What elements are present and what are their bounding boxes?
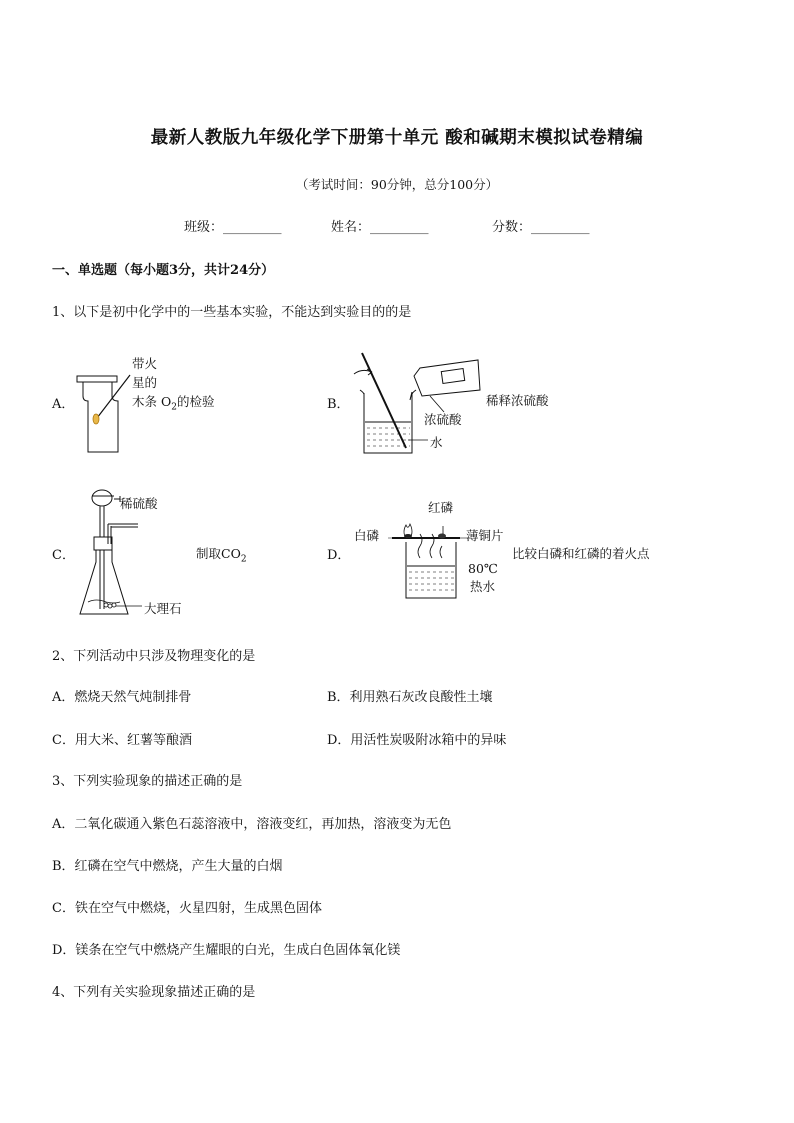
q1a-label-2: 星的 (132, 375, 158, 390)
q1a-label-3: 木条 $O_2$的检验 (132, 394, 215, 413)
q1d-red-phosphorus-label: 红磷 (428, 500, 454, 515)
red-phosphorus (438, 534, 446, 539)
marble-chips (104, 603, 116, 608)
q1-option-c-letter: C． (52, 548, 75, 563)
q1d-caption: 比较白磷和红磷的着火点 (512, 546, 650, 561)
q1b-water-label: 水 (430, 435, 443, 450)
question-4-stem: 4、下列有关实验现象描述正确的是 (52, 985, 256, 1000)
q1d-temp-label: 80℃ (468, 561, 498, 576)
exam-info: （考试时间：90分钟，总分100分） (295, 177, 499, 192)
hot-water-hatching (409, 572, 454, 590)
stopper (77, 376, 117, 382)
q3-option-a: A．二氧化碳通入紫色石蕊溶液中，溶液变红，再加热，溶液变为无色 (52, 817, 452, 832)
delivery-tube (108, 524, 138, 527)
q1d-white-phosphorus-label: 白磷 (354, 528, 380, 543)
q1c-caption: 制取$CO_2$ (196, 546, 247, 565)
beaker (406, 542, 456, 598)
section-heading: 一、单选题（每小题3分，共计24分） (52, 263, 275, 278)
rubber-stopper (94, 537, 112, 550)
question-1-stem: 1、以下是初中化学中的一些基本实验，不能达到实验目的的是 (52, 305, 412, 320)
separatory-funnel (92, 490, 112, 506)
q1-option-a-letter: A． (52, 397, 75, 412)
oxygen-test-diagram (74, 352, 134, 456)
q1-option-b-letter: B． (327, 397, 350, 412)
q1a-label-1: 带火 (132, 356, 158, 371)
score-field: 分数：_________ (492, 220, 590, 235)
q2-option-a: A．燃烧天然气炖制排骨 (52, 690, 192, 705)
q1d-hot-water-label: 热水 (470, 579, 496, 594)
q1c-funnel-label: 稀硫酸 (120, 496, 158, 511)
dilution-diagram (350, 348, 485, 458)
class-field: 班级：_________ (184, 220, 282, 235)
q3-option-d: D．镁条在空气中燃烧产生耀眼的白光，生成白色固体氧化镁 (52, 943, 401, 958)
q1b-caption: 稀释浓硫酸 (486, 393, 549, 408)
q2-option-d: D．用活性炭吸附冰箱中的异味 (327, 733, 507, 748)
question-3-stem: 3、下列实验现象的描述正确的是 (52, 774, 243, 789)
q2-option-b: B．利用熟石灰改良酸性土壤 (327, 690, 493, 705)
question-2-stem: 2、下列活动中只涉及物理变化的是 (52, 649, 256, 664)
q1c-marble-label: 大理石 (144, 601, 182, 616)
q3-option-c: C．铁在空气中燃烧，火星四射，生成黑色固体 (52, 901, 322, 916)
q1-option-d-letter: D． (327, 548, 351, 563)
q3-option-b: B．红磷在空气中燃烧，产生大量的白烟 (52, 859, 283, 874)
page-title: 最新人教版九年级化学下册第十单元 酸和碱期末模拟试卷精编 (150, 128, 644, 148)
q1b-acid-label: 浓硫酸 (424, 412, 462, 427)
name-field: 姓名：_________ (331, 220, 429, 235)
q2-option-c: C．用大米、红薯等酿酒 (52, 733, 192, 748)
ignition-diagram (386, 510, 476, 602)
gas-bottle (83, 382, 118, 452)
q1d-copper-label: 薄铜片 (466, 528, 504, 543)
white-phosphorus (404, 534, 412, 538)
glowing-tip-icon (93, 414, 99, 424)
